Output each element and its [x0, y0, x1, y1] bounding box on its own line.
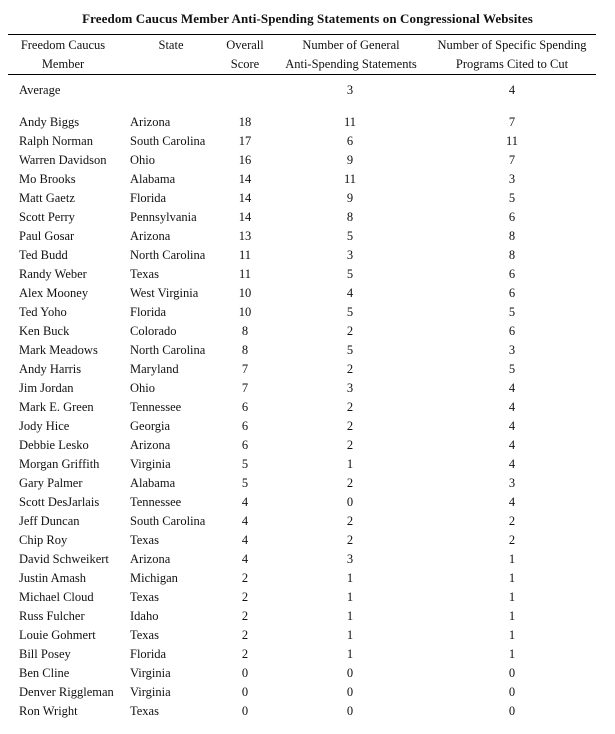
member-name: Justin Amash [19, 571, 87, 585]
member-state: Virginia [130, 666, 171, 680]
overall-score: 2 [241, 628, 249, 642]
specific-programs: 1 [508, 647, 516, 661]
member-name: Ben Cline [19, 666, 70, 680]
general-statements: 6 [346, 134, 354, 148]
table-row [0, 607, 615, 626]
specific-programs: 0 [508, 685, 516, 699]
table-row [0, 702, 615, 721]
member-state: Maryland [130, 362, 179, 376]
table-row [0, 436, 615, 455]
header-member-line-1: Freedom Caucus [20, 38, 106, 52]
member-state: Ohio [130, 381, 155, 395]
general-statements: 0 [346, 666, 354, 680]
header-score-line-2: Score [230, 57, 260, 71]
member-state: Texas [130, 590, 159, 604]
specific-programs: 8 [508, 229, 516, 243]
member-name: Jim Jordan [19, 381, 74, 395]
overall-score: 10 [238, 305, 252, 319]
general-statements: 5 [346, 305, 354, 319]
header-member [10, 36, 116, 74]
specific-programs: 2 [508, 533, 516, 547]
table-row [0, 588, 615, 607]
member-name: Andy Biggs [19, 115, 80, 129]
table-row [0, 512, 615, 531]
member-name: Paul Gosar [19, 229, 75, 243]
specific-programs: 1 [508, 552, 516, 566]
specific-programs: 1 [508, 628, 516, 642]
member-name: Morgan Griffith [19, 457, 100, 471]
member-state: North Carolina [130, 343, 206, 357]
specific-programs: 6 [508, 267, 516, 281]
table-row [0, 360, 615, 379]
overall-score: 2 [241, 590, 249, 604]
overall-score: 8 [241, 343, 249, 357]
table-row [0, 170, 615, 189]
member-name: Ken Buck [19, 324, 70, 338]
general-statements: 1 [346, 609, 354, 623]
member-state: South Carolina [130, 134, 206, 148]
member-state: Pennsylvania [130, 210, 197, 224]
table-row [0, 341, 615, 360]
member-state: Arizona [130, 438, 171, 452]
general-statements: 1 [346, 628, 354, 642]
general-statements: 9 [346, 153, 354, 167]
specific-programs: 11 [505, 134, 519, 148]
member-state: Arizona [130, 229, 171, 243]
member-state: Tennessee [130, 400, 182, 414]
table-row [0, 303, 615, 322]
member-state: Virginia [130, 457, 171, 471]
general-statements: 5 [346, 343, 354, 357]
specific-programs: 6 [508, 324, 516, 338]
top-rule [8, 34, 596, 35]
overall-score: 7 [241, 381, 249, 395]
general-statements: 1 [346, 457, 354, 471]
member-state: Texas [130, 628, 159, 642]
overall-score: 13 [238, 229, 252, 243]
general-statements: 5 [346, 229, 354, 243]
overall-score: 2 [241, 647, 249, 661]
member-state: Texas [130, 267, 159, 281]
table-row [0, 284, 615, 303]
member-name: Ted Budd [19, 248, 68, 262]
table-row [0, 227, 615, 246]
overall-score: 4 [241, 552, 249, 566]
specific-programs: 6 [508, 286, 516, 300]
member-name: Andy Harris [19, 362, 82, 376]
member-name: Debbie Lesko [19, 438, 89, 452]
header-general [282, 36, 420, 74]
general-statements: 0 [346, 685, 354, 699]
member-state: South Carolina [130, 514, 206, 528]
general-statements: 2 [346, 324, 354, 338]
table-row [0, 550, 615, 569]
specific-programs: 2 [508, 514, 516, 528]
specific-programs: 4 [508, 457, 516, 471]
table-row [0, 455, 615, 474]
overall-score: 6 [241, 400, 249, 414]
table-row [0, 265, 615, 284]
member-state: Idaho [130, 609, 159, 623]
member-name: Michael Cloud [19, 590, 94, 604]
member-name: Scott Perry [19, 210, 75, 224]
overall-score: 5 [241, 457, 249, 471]
table-row [0, 246, 615, 265]
specific-programs: 0 [508, 666, 516, 680]
overall-score: 4 [241, 533, 249, 547]
member-name: Randy Weber [19, 267, 87, 281]
general-statements: 2 [346, 400, 354, 414]
specific-programs: 5 [508, 305, 516, 319]
specific-programs: 3 [508, 172, 516, 186]
specific-programs: 5 [508, 191, 516, 205]
member-name: Mark Meadows [19, 343, 98, 357]
member-state: Virginia [130, 685, 171, 699]
specific-programs: 8 [508, 248, 516, 262]
specific-programs: 1 [508, 590, 516, 604]
table-row [0, 645, 615, 664]
table-title: Freedom Caucus Member Anti-Spending Statements on Congressional Websites [82, 11, 533, 26]
overall-score: 0 [241, 685, 249, 699]
header-score [220, 36, 270, 74]
specific-programs: 4 [508, 381, 516, 395]
overall-score: 0 [241, 666, 249, 680]
general-statements: 3 [346, 381, 354, 395]
member-state: Texas [130, 533, 159, 547]
member-state: Alabama [130, 476, 176, 490]
specific-programs: 1 [508, 571, 516, 585]
member-name: David Schweikert [19, 552, 109, 566]
table-row [0, 493, 615, 512]
member-name: Mark E. Green [19, 400, 94, 414]
member-state: Arizona [130, 115, 171, 129]
member-state: Florida [130, 191, 167, 205]
header-rule [8, 74, 596, 75]
header-specific [426, 36, 598, 74]
average-general: 3 [346, 83, 354, 97]
member-state: Colorado [130, 324, 177, 338]
member-name: Bill Posey [19, 647, 71, 661]
overall-score: 10 [238, 286, 252, 300]
overall-score: 14 [238, 210, 252, 224]
general-statements: 2 [346, 514, 354, 528]
member-name: Scott DesJarlais [19, 495, 100, 509]
overall-score: 18 [238, 115, 252, 129]
overall-score: 6 [241, 438, 249, 452]
member-state: Tennessee [130, 495, 182, 509]
general-statements: 11 [343, 115, 357, 129]
general-statements: 3 [346, 552, 354, 566]
overall-score: 4 [241, 495, 249, 509]
table-row [0, 531, 615, 550]
general-statements: 2 [346, 438, 354, 452]
member-name: Warren Davidson [19, 153, 107, 167]
header-specific-line-1: Number of Specific Spending [437, 38, 587, 52]
overall-score: 14 [238, 191, 252, 205]
average-row [0, 81, 615, 100]
member-state: Florida [130, 647, 167, 661]
member-name: Ralph Norman [19, 134, 93, 148]
table-row [0, 151, 615, 170]
general-statements: 8 [346, 210, 354, 224]
member-name: Gary Palmer [19, 476, 83, 490]
member-name: Ted Yoho [19, 305, 67, 319]
general-statements: 2 [346, 533, 354, 547]
member-name: Russ Fulcher [19, 609, 85, 623]
general-statements: 4 [346, 286, 354, 300]
header-general-line-1: Number of General [302, 38, 400, 52]
member-name: Louie Gohmert [19, 628, 96, 642]
overall-score: 0 [241, 704, 249, 718]
table-row [0, 398, 615, 417]
general-statements: 5 [346, 267, 354, 281]
table-row [0, 626, 615, 645]
member-state: Ohio [130, 153, 155, 167]
table-row [0, 474, 615, 493]
table-row [0, 322, 615, 341]
table-row [0, 132, 615, 151]
table-row [0, 113, 615, 132]
member-name: Jeff Duncan [19, 514, 80, 528]
general-statements: 1 [346, 590, 354, 604]
overall-score: 17 [238, 134, 252, 148]
general-statements: 9 [346, 191, 354, 205]
general-statements: 2 [346, 476, 354, 490]
member-name: Alex Mooney [19, 286, 89, 300]
member-state: Michigan [130, 571, 178, 585]
average-label: Average [19, 83, 61, 97]
specific-programs: 4 [508, 495, 516, 509]
overall-score: 8 [241, 324, 249, 338]
overall-score: 11 [238, 267, 252, 281]
general-statements: 11 [343, 172, 357, 186]
general-statements: 1 [346, 571, 354, 585]
average-specific: 4 [508, 83, 516, 97]
member-state: Florida [130, 305, 167, 319]
header-state-line-1: State [158, 38, 184, 52]
member-name: Matt Gaetz [19, 191, 75, 205]
member-name: Denver Riggleman [19, 685, 114, 699]
header-specific-line-2: Programs Cited to Cut [455, 57, 569, 71]
table-row [0, 664, 615, 683]
general-statements: 0 [346, 704, 354, 718]
overall-score: 7 [241, 362, 249, 376]
overall-score: 2 [241, 571, 249, 585]
header-general-line-2: Anti-Spending Statements [285, 57, 417, 71]
member-state: Arizona [130, 552, 171, 566]
table-row [0, 189, 615, 208]
specific-programs: 4 [508, 400, 516, 414]
specific-programs: 1 [508, 609, 516, 623]
overall-score: 5 [241, 476, 249, 490]
table-row [0, 208, 615, 227]
table-row [0, 379, 615, 398]
header-score-line-1: Overall [226, 38, 264, 52]
overall-score: 2 [241, 609, 249, 623]
specific-programs: 0 [508, 704, 516, 718]
general-statements: 1 [346, 647, 354, 661]
member-name: Jody Hice [19, 419, 70, 433]
overall-score: 14 [238, 172, 252, 186]
specific-programs: 4 [508, 438, 516, 452]
specific-programs: 7 [508, 115, 516, 129]
member-name: Ron Wright [19, 704, 78, 718]
member-state: Georgia [130, 419, 171, 433]
member-state: West Virginia [130, 286, 199, 300]
table-row [0, 569, 615, 588]
general-statements: 2 [346, 419, 354, 433]
specific-programs: 3 [508, 343, 516, 357]
specific-programs: 5 [508, 362, 516, 376]
specific-programs: 4 [508, 419, 516, 433]
member-name: Mo Brooks [19, 172, 76, 186]
specific-programs: 3 [508, 476, 516, 490]
overall-score: 4 [241, 514, 249, 528]
specific-programs: 6 [508, 210, 516, 224]
member-state: North Carolina [130, 248, 206, 262]
overall-score: 16 [238, 153, 252, 167]
general-statements: 0 [346, 495, 354, 509]
header-member-line-2: Member [41, 57, 85, 71]
general-statements: 3 [346, 248, 354, 262]
table-row [0, 683, 615, 702]
overall-score: 6 [241, 419, 249, 433]
member-name: Chip Roy [19, 533, 68, 547]
overall-score: 11 [238, 248, 252, 262]
specific-programs: 7 [508, 153, 516, 167]
member-state: Texas [130, 704, 159, 718]
member-state: Alabama [130, 172, 176, 186]
general-statements: 2 [346, 362, 354, 376]
table-row [0, 417, 615, 436]
header-state [145, 36, 197, 55]
